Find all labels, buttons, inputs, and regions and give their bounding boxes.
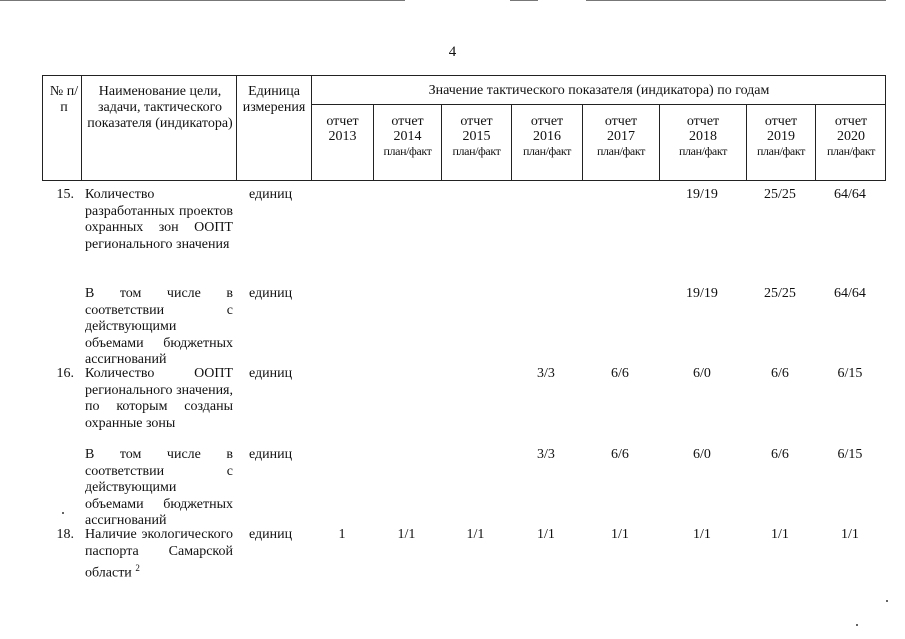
value-2018: 6/0 [693,366,711,381]
scan-speck [62,512,64,514]
value-2020: 6/15 [837,366,863,381]
year-header-2017: отчет 2017 план/факт [597,114,645,158]
scan-speck [856,624,858,626]
indicator-name: Наличие экологического паспорта Самарской области $^2$ [85,527,233,581]
footnote-mark: 2 [135,563,140,573]
value-2018: 6/0 [693,447,711,462]
year-header-2020: отчет 2020 план/факт [827,114,875,158]
value-2019: 6/6 [771,366,789,381]
value-2020: 64/64 [834,187,866,202]
unit: единиц [249,527,293,542]
indicator-name: В том числе в соответствии с действующими объемами бюджетных ассигнований [85,447,233,528]
value-2016: 3/3 [537,447,555,462]
value-2020: 6/15 [837,447,863,462]
value-2016: 1/1 [537,527,555,542]
indicator-name: Количество ООПТ регионального значения, по которым созданы охранные зоны [85,366,233,431]
value-2017: 6/6 [611,447,629,462]
value-2020: 64/64 [834,286,866,301]
year-header-2016: отчет 2016 план/факт [523,114,571,158]
header-values: Значение тактического показателя (индикатора) по годам [428,83,770,98]
value-2019: 25/25 [764,187,796,202]
value-2019: 1/1 [771,527,789,542]
value-2013: 1 [338,527,346,542]
value-2020: 1/1 [841,527,859,542]
header-unit: Единица измерения [242,84,306,115]
value-2018: 19/19 [686,286,718,301]
year-header-2019: отчет 2019 план/факт [757,114,805,158]
scan-speck [886,600,888,602]
row-number: 18. [56,527,74,542]
year-header-2013: отчет 2013 [326,114,359,144]
indicator-name: Количество разработанных проектов охранных зон ООПТ регионального значения [85,187,233,252]
header-num: № п/п [49,84,79,115]
unit: единиц [249,447,293,462]
row-number: 15. [56,187,74,202]
indicator-name: В том числе в соответствии с действующими объемами бюджетных ассигнований [85,286,233,367]
year-header-2018: отчет 2018 план/факт [679,114,727,158]
unit: единиц [249,286,293,301]
value-2014: 1/1 [397,527,416,542]
value-2018: 19/19 [686,187,718,202]
unit: единиц [249,187,293,202]
value-2017: 1/1 [611,527,629,542]
value-2019: 6/6 [771,447,789,462]
value-2018: 1/1 [693,527,711,542]
unit: единиц [249,366,293,381]
row-number: 16. [56,366,74,381]
page-number: 4 [448,44,457,60]
year-header-2014: отчет 2014 план/факт [383,114,432,158]
value-2016: 3/3 [537,366,555,381]
year-header-2015: отчет 2015 план/факт [452,114,501,158]
value-2017: 6/6 [611,366,629,381]
header-name: Наименование цели, задачи, тактического показателя (индикатора) [87,84,233,131]
value-2015: 1/1 [466,527,485,542]
value-2019: 25/25 [764,286,796,301]
table-header [42,75,886,181]
